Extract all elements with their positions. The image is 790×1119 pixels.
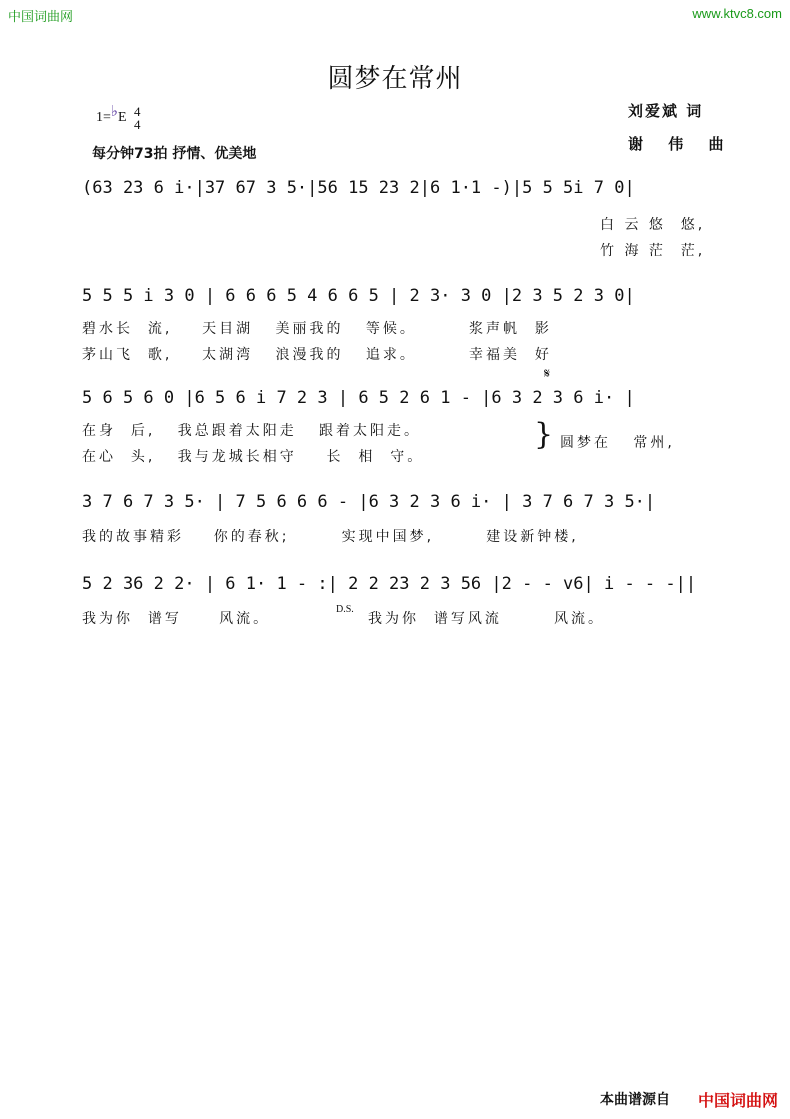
time-signature <box>134 105 141 131</box>
lyric-line-2: 在心 头, 我与龙城长相守 长 相 守。 <box>82 449 425 465</box>
footer-source: 本曲谱源自 <box>600 1092 670 1108</box>
key-prefix: 1= <box>96 110 111 126</box>
notes-line: 5 2 36 2 2· | 6 1· 1 - :| 2 2 23 2 3 56 |2 - - v6| i - - -|| <box>82 574 697 594</box>
lyric-line-1: 我的故事精彩 你的春秋; 实现中国梦, 建设新钟楼, <box>82 529 579 545</box>
notes-line: 5 6 5 6 0 |6 5 6 i 7 2 3 | 6 5 2 6 1 - |6 3 2 3 6 i· | <box>82 388 635 408</box>
key-note: E <box>117 110 127 126</box>
time-bottom: 4 <box>134 117 141 132</box>
lyric-line-1: 我为你 谱写 风流。 <box>82 611 271 627</box>
notes-line: (63 23 6 i·|37 67 3 5·|56 15 23 2|6 1·1 -)|5 5 5i 7 0| <box>82 178 635 198</box>
footer-site: 中国词曲网 <box>697 1091 778 1110</box>
key-signature <box>96 105 141 131</box>
time-top: 4 <box>134 104 141 119</box>
brace-icon: } <box>534 417 554 452</box>
flat-icon: ♭ <box>110 104 118 121</box>
lyricist-credit: 刘爱斌 词 <box>628 102 704 120</box>
watermark-left: 中国词曲网 <box>8 10 74 25</box>
notes-line: 5 5 5 i 3 0 | 6 6 6 5 4 6 6 5 | 2 3· 3 0 |2 3 5 2 3 0| <box>82 286 635 306</box>
segno-icon: 𝄋 <box>544 366 551 382</box>
lyric-line-1: 白 云 悠 悠, <box>600 217 706 233</box>
tempo-marking: 每分钟73拍 抒情、优美地 <box>92 146 257 162</box>
lyric-line-1: 碧水长 流, 天目湖 美丽我的 等候。 浆声帆 影 <box>82 321 552 337</box>
lyric-line-1: 在身 后, 我总跟着太阳走 跟着太阳走。 <box>82 423 422 439</box>
composer-credit: 谢 伟 曲 <box>628 135 734 153</box>
notes-line: 3 7 6 7 3 5· | 7 5 6 6 6 - |6 3 2 3 6 i· | 3 7 6 7 3 5·| <box>82 492 656 512</box>
lyric-line-2: 竹 海 茫 茫, <box>600 243 706 259</box>
watermark-right: www.ktvc8.com <box>692 6 782 21</box>
song-title: 圆梦在常州 <box>327 64 463 94</box>
ds-marking: D.S. <box>336 604 354 615</box>
lyric-line-2: 我为你 谱写风流 风流。 <box>368 611 606 627</box>
refrain-lyric: 圆梦在 常州, <box>560 435 675 451</box>
lyric-line-2: 茅山飞 歌, 太湖湾 浪漫我的 追求。 幸福美 好 <box>82 347 552 363</box>
